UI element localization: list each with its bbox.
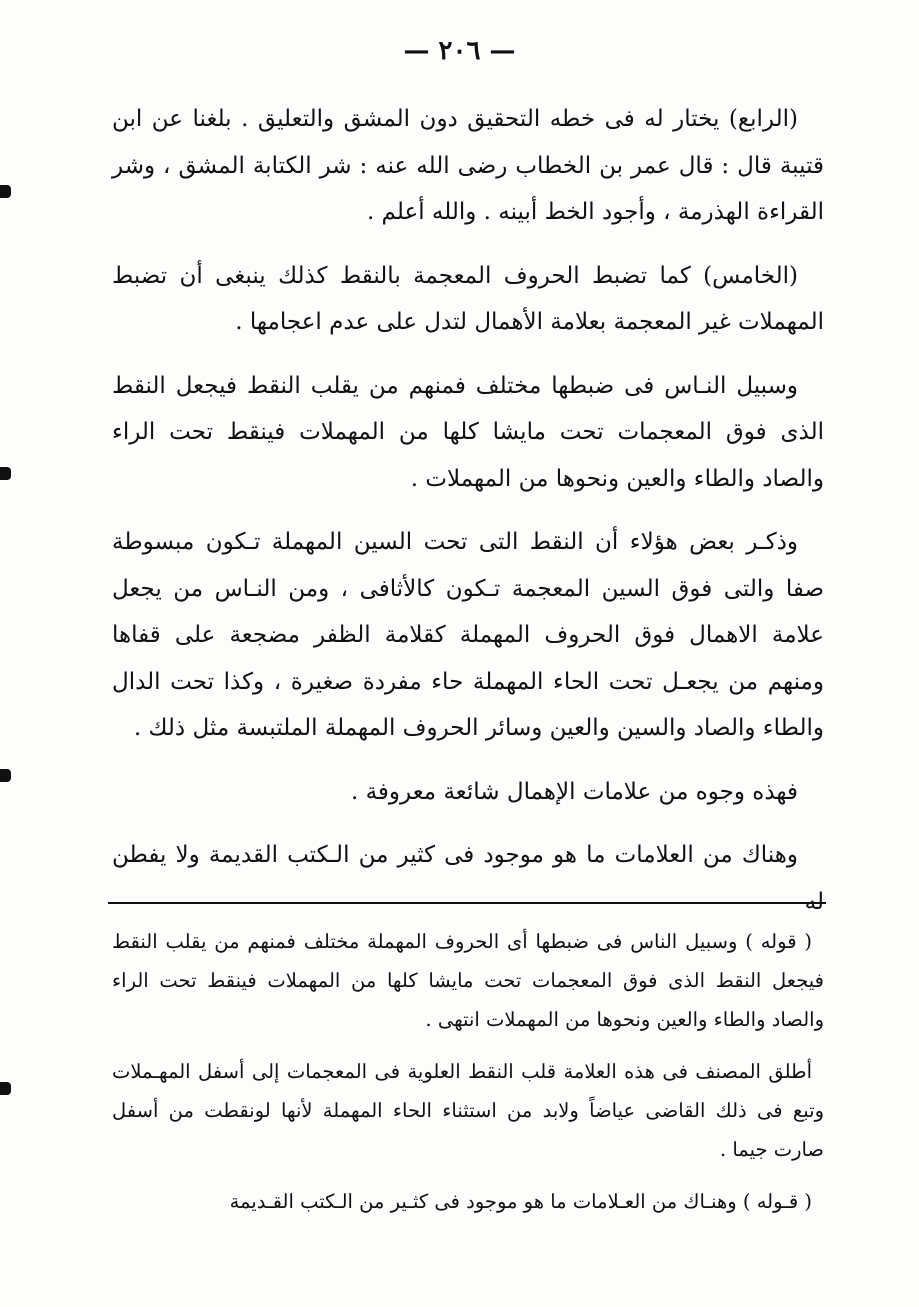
paragraph-methods: وسبيل النـاس فى ضبطها مختلف فمنهم من يقلب النقط فيجعل النقط الذى فوق المعجمات تحت مايشا كلها من المهملات فينقط تحت الراء والصاد والطاء والعين ونحوها من المهملات . [112, 372, 824, 492]
binding-hole-mark [0, 1082, 11, 1095]
paragraph-fourth-rule: (الرابع) يختار له فى خطه التحقيق دون المشق والتعليق . بلغنا عن ابن قتيبة قال : قال عمر بن الخطاب رضى الله عنه : شر الكتابة المشق ، وشر القراءة الهذرمة ، وأجود الخط أبينه . والله أعلم . [112, 106, 824, 225]
binding-hole-mark [0, 467, 11, 480]
footnote-item: أطلق المصنف فى هذه العلامة قلب النقط العلوية فى المعجمات إلى أسفل المهـملات وتبع فى ذلك القاضى عياضاً ولابد من استثناء الحاء المهملة لأنها لونقطت من أسفل صارت جيما . [112, 1060, 824, 1161]
paragraph-known-marks: فهذه وجوه من علامات الإهمال شائعة معروفة . [350, 778, 798, 805]
footnotes [112, 922, 824, 1234]
binding-hole-mark [0, 769, 11, 782]
paragraph-some-mentioned: وذكـر بعض هؤلاء أن النقط التى تحت السين المهملة تـكون مبسوطة صفا والتى فوق السين المعجمة تـكون كالأثافى ، ومن النـاس من يجعل علامة الاهمال فوق الحروف المهملة كقلامة الظفر مضجعة على قفاها ومنهم من يجعـل تحت الحاء المهملة حاء مفردة صغيرة ، وكذا تحت الدال والطاء والصاد والسين والعين وسائر الحروف المهملة الملتبسة مثل ذلك . [112, 529, 824, 741]
paragraph-old-books: وهناك من العلامات ما هو موجود فى كثير من الـكتب القديمة ولا يفطن له [112, 842, 824, 915]
page-number: — ٢٠٦ — [403, 36, 516, 66]
main-text [112, 96, 824, 942]
binding-hole-mark [0, 185, 11, 198]
paragraph-fifth-rule: (الخامس) كما تضبط الحروف المعجمة بالنقط كذلك ينبغى أن تضبط المهملات غير المعجمة بعلامة الأهمال لتدل على عدم اعجامها . [112, 262, 824, 335]
footnote-divider [108, 902, 826, 904]
footnote-item: ( قـوله ) وهنـاك من العـلامات ما هو موجود فى كثـير من الـكتب القـديمة [229, 1190, 812, 1213]
footnote-item: ( قوله ) وسبيل الناس فى ضبطها أى الحروف المهملة مختلف فمنهم من يقلب النقط فيجعل النقط الذى فوق المعجمات تحت مايشا كلها من المهملات فينقط تحت الراء والصاد والطاء والعين ونحوها من المهملات انتهى . [112, 930, 824, 1031]
